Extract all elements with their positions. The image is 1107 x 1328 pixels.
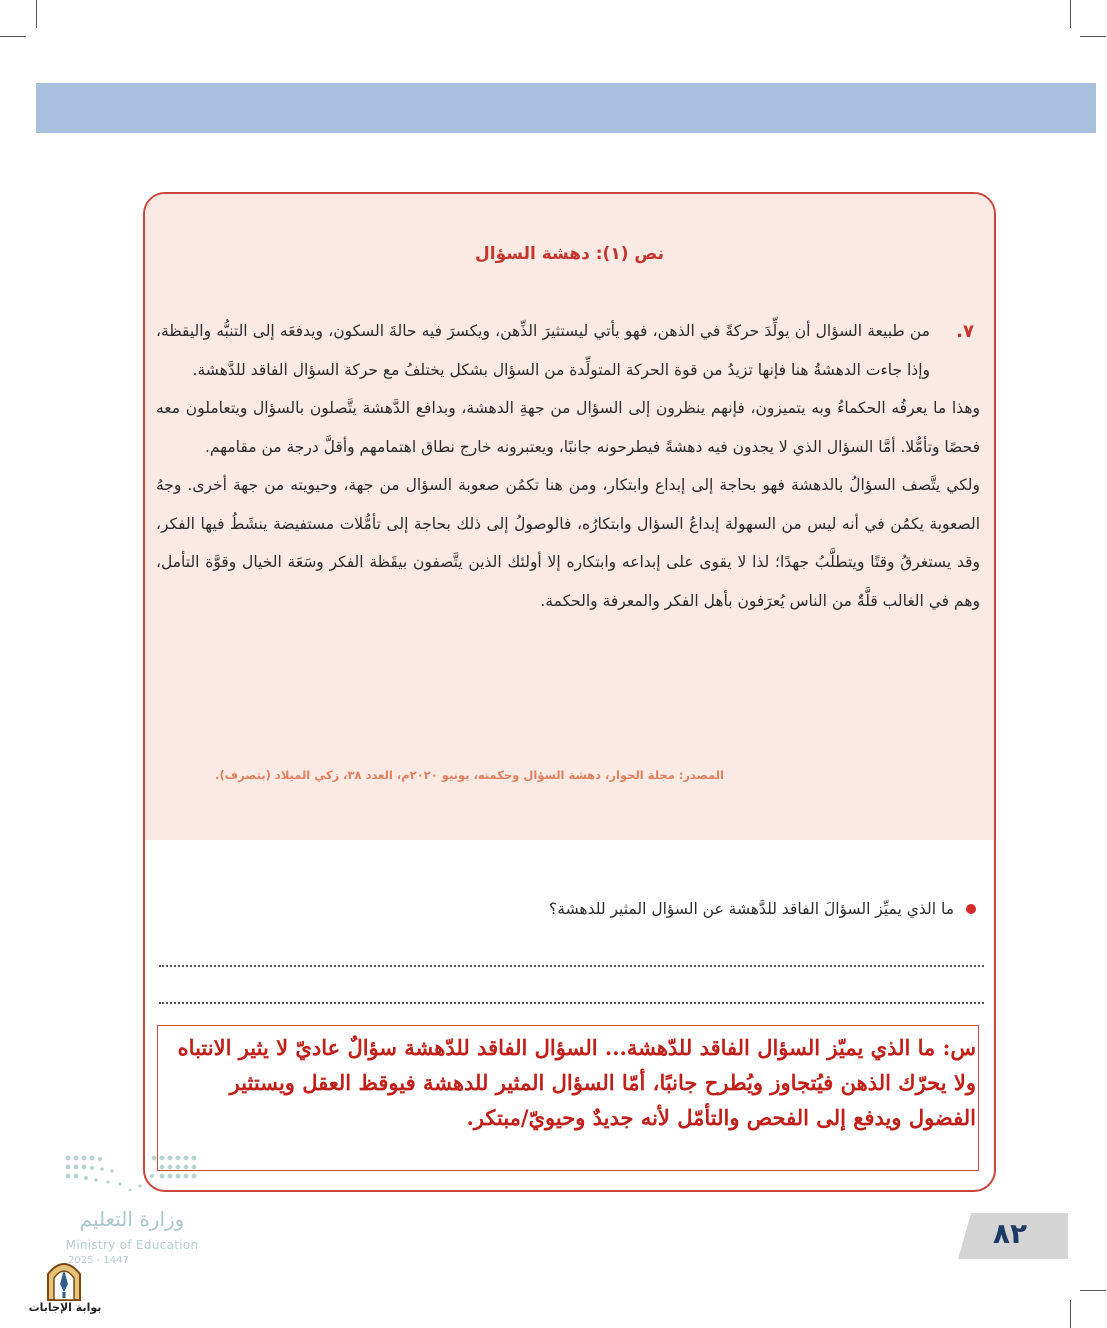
- crop-mark: [0, 36, 26, 37]
- crop-mark: [36, 0, 37, 28]
- ministry-logo-icon: [62, 1150, 202, 1200]
- source-citation: المصدر: مجلة الحوار، دهشة السؤال وحكمته، يونيو ٢٠٢٠م، العدد ٣٨، زكي الميلاد (بتصرف).: [215, 768, 724, 782]
- crop-mark: [1080, 1290, 1106, 1291]
- bullet-icon: [966, 904, 976, 914]
- answer-text: س: ما الذي يميّز السؤال الفاقد للدّهشة... السؤال الفاقد للدّهشة سؤالٌ عاديّ لا يثير الانتباه ولا يحرّك الذهن فيُتجاوز ويُطرح جانبًا، أمّا السؤال المثير للدهشة فيوقظ العقل ويستثير الفضول ويدفع إلى الفحص والتأمّل لأنه جديدٌ وحيويّ/مبتكر.: [177, 1035, 976, 1130]
- ministry-years: 2025 - 1447: [68, 1255, 129, 1266]
- passage-body: [156, 312, 980, 620]
- question-text: ما الذي يميِّز السؤالَ الفاقد للدَّهشة عن السؤال المثير للدهشة؟: [549, 900, 954, 918]
- item-number: ٧.: [956, 321, 974, 342]
- passage-paragraph: ولكي يتَّصف السؤالُ بالدهشة فهو بحاجة إلى إبداع وابتكار، ومن هنا تكمُن صعوبة السؤال من جهة، وحيويته من جهة أخرى. وجهُ الصعوبة يكمُن في أنه ليس من السهولة إبداعُ السؤال وابتكارُه، فالوصولُ إلى ذلك بحاجة إلى تأمُّلات مستفيضة ينشَطُ فيها الفكر، وقد يستغرقُ وقتًا ويتطلَّبُ جهدًا؛ لذا لا يقوى على إبداعه وابتكاره إلا أولئك الذين يتَّصفون بيقَظة الفكر وسَعَة الخيال وقوَّة التأمل، وهم في الغالب قلَّةٌ من الناس يُعرَفون بأهل الفكر والمعرفة والحكمة.: [156, 476, 980, 610]
- header-band: [36, 83, 1096, 133]
- crop-mark: [1080, 36, 1106, 37]
- passage-paragraph: من طبيعة السؤال أن يولِّدَ حركةً في الذهن، فهو يأتي ليستثيرَ الذِّهن، ويكسرَ فيه حالةَ السكون، ويدفعَه إلى التنبُّه واليقظة، وإذا جاءت الدهشةُ هنا فإنها تزيدُ من قوة الحركة المتولِّدة من السؤال بشكل يختلفُ مع حركة السؤال الفاقد للدَّهشة.: [156, 322, 930, 379]
- ministry-name-ar: وزارة التعليم: [79, 1207, 185, 1231]
- passage-title: نص (١): دهشة السؤال: [475, 244, 664, 264]
- passage-frame: [143, 192, 996, 1192]
- page-number: ٨٢: [992, 1217, 1028, 1250]
- answers-portal-label: بوابة الإجابات: [28, 1301, 102, 1314]
- question-row: [549, 900, 976, 918]
- passage-paragraph: وهذا ما يعرفُه الحكماءُ وبه يتميزون، فإنهم ينظرون إلى السؤال من جهةِ الدهشة، وبدافع الدَّهشة يتَّصلون بالسؤال ويتعاملون معه فحصًا وتأمُّلا. أمَّا السؤال الذي لا يجدون فيه دهشةً فيطرحونه جانبًا، ويعتبرونه خارج نطاق اهتمامهم وأقلَّ درجة من مقامهم.: [156, 399, 980, 456]
- crop-mark: [1070, 0, 1071, 28]
- answers-portal-logo-icon: [44, 1256, 84, 1302]
- ministry-name-en: Ministry of Education: [65, 1238, 199, 1252]
- crop-mark: [1070, 1300, 1071, 1328]
- handwritten-answer-box: [157, 1025, 979, 1171]
- answer-line[interactable]: [159, 965, 984, 967]
- answer-line[interactable]: [159, 1002, 984, 1004]
